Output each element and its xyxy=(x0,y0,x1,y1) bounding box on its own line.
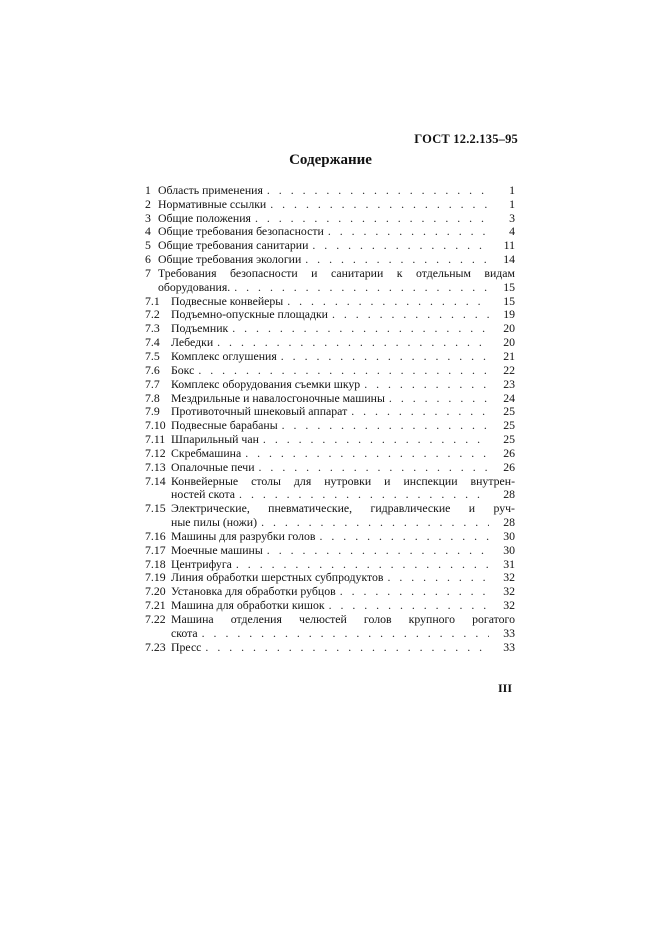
toc-entry-page: 20 xyxy=(503,321,515,336)
toc-entry-title: Конвейерные столы для нутровки и инспекции внутрен- xyxy=(171,473,515,488)
toc-entry-title-continuation: скота xyxy=(171,625,198,640)
toc-entry-page: 33 xyxy=(503,625,515,640)
toc-entry-page: 21 xyxy=(503,348,515,363)
toc-entry-page: 19 xyxy=(503,307,515,322)
toc-entry-title: Подвесные барабаны xyxy=(171,418,278,433)
toc-entry-number: 7.11 xyxy=(145,432,166,447)
toc-leader-dots xyxy=(263,432,489,447)
toc-entry-number: 7 xyxy=(145,265,151,280)
toc-entry-page: 33 xyxy=(503,639,515,654)
toc-entry-number: 7.22 xyxy=(145,612,166,626)
toc-entry-title: Центрифуга xyxy=(171,556,232,571)
toc-entry-page: 15 xyxy=(503,293,515,308)
toc-entry-number: 7.19 xyxy=(145,570,166,585)
toc-entry-title: Область применения xyxy=(158,182,263,197)
toc-entry-page: 15 xyxy=(503,279,515,294)
toc-entry-number: 7.4 xyxy=(145,335,160,350)
toc-leader-dots xyxy=(340,584,489,599)
toc-entry-page: 14 xyxy=(503,252,515,267)
toc-entry-number: 7.12 xyxy=(145,445,166,460)
toc-entry-page: 23 xyxy=(503,376,515,391)
toc-entry-title: Скребмашина xyxy=(171,445,242,460)
toc-entry-title: Противоточный шнековый аппарат xyxy=(171,404,348,419)
toc-entry-number: 7.6 xyxy=(145,362,160,377)
toc-entry-number: 7.16 xyxy=(145,528,166,543)
toc-leader-dots xyxy=(202,626,489,641)
toc-entry-number: 2 xyxy=(145,196,151,211)
toc-entry-title: Нормативные ссылки xyxy=(158,196,267,211)
toc-entry-number: 7.15 xyxy=(145,501,166,516)
toc-entry-page: 32 xyxy=(503,598,515,613)
toc-entry-title-continuation: оборудования. xyxy=(158,279,231,294)
table-of-contents xyxy=(145,184,515,655)
toc-entry-page: 25 xyxy=(503,432,515,447)
toc-leader-dots xyxy=(267,183,489,198)
document-code: ГОСТ 12.2.135–95 xyxy=(414,132,518,146)
toc-leader-dots xyxy=(236,557,489,572)
toc-entry-title: Подвесные конвейеры xyxy=(171,293,284,308)
toc-entry-page: 32 xyxy=(503,570,515,585)
toc-entry xyxy=(145,641,515,655)
toc-leader-dots xyxy=(267,543,489,558)
toc-entry-title-continuation: ностей скота xyxy=(171,487,236,502)
toc-entry-title: Моечные машины xyxy=(171,542,263,557)
toc-leader-dots xyxy=(261,515,489,530)
toc-leader-dots xyxy=(389,391,489,406)
toc-leader-dots xyxy=(270,197,489,212)
toc-entry-title: Электрические, пневматические, гидравлические и руч- xyxy=(171,501,515,516)
toc-entry-number: 5 xyxy=(145,238,151,253)
toc-entry-page: 30 xyxy=(503,542,515,557)
toc-entry-title: Лебедки xyxy=(171,335,214,350)
toc-entry-page: 25 xyxy=(503,404,515,419)
toc-entry-number: 7.1 xyxy=(145,293,160,308)
toc-entry-title: Комплекс оборудования съемки шкур xyxy=(171,376,361,391)
toc-leader-dots xyxy=(217,335,489,350)
toc-entry-number: 7.21 xyxy=(145,598,166,613)
toc-entry-page: 1 xyxy=(509,182,515,197)
toc-entry-number: 7.17 xyxy=(145,542,166,557)
toc-entry-title: Общие требования санитарии xyxy=(158,238,309,253)
toc-entry-number: 7.7 xyxy=(145,376,160,391)
toc-entry-number: 7.3 xyxy=(145,321,160,336)
toc-entry-page: 11 xyxy=(503,238,515,253)
toc-entry-page: 24 xyxy=(503,390,515,405)
toc-leader-dots xyxy=(364,377,489,392)
toc-entry-number: 7.9 xyxy=(145,404,160,419)
toc-leader-dots xyxy=(332,307,489,322)
toc-leader-dots xyxy=(255,211,489,226)
toc-entry-title: Шпарильный чан xyxy=(171,432,259,447)
toc-heading: Содержание xyxy=(289,152,372,168)
toc-entry-title: Общие требования экологии xyxy=(158,252,302,267)
toc-entry-page: 1 xyxy=(509,196,515,211)
toc-entry-number: 7.13 xyxy=(145,459,166,474)
toc-entry-number: 7.2 xyxy=(145,307,160,322)
toc-leader-dots xyxy=(232,321,489,336)
toc-entry-title: Опалочные печи xyxy=(171,459,255,474)
toc-leader-dots xyxy=(245,446,489,461)
toc-entry-title: Бокс xyxy=(171,362,195,377)
toc-entry-number: 6 xyxy=(145,252,151,267)
toc-entry-title: Общие требования безопасности xyxy=(158,224,324,239)
toc-leader-dots xyxy=(234,280,489,295)
toc-entry-title: Требования безопасности и санитарии к отдельным видам xyxy=(158,265,515,280)
toc-entry-page: 28 xyxy=(503,515,515,530)
toc-entry-page: 32 xyxy=(503,584,515,599)
toc-entry-number: 7.23 xyxy=(145,639,166,654)
toc-leader-dots xyxy=(239,487,489,502)
toc-entry-number: 7.10 xyxy=(145,418,166,433)
toc-entry-title: Комплекс оглушения xyxy=(171,348,277,363)
toc-entry-number: 7.5 xyxy=(145,348,160,363)
toc-leader-dots xyxy=(198,363,489,378)
toc-entry-page: 25 xyxy=(503,418,515,433)
toc-entry-page: 22 xyxy=(503,362,515,377)
toc-entry-number: 3 xyxy=(145,210,151,225)
toc-entry-page: 30 xyxy=(503,528,515,543)
toc-entry-title: Установка для обработки рубцов xyxy=(171,584,336,599)
toc-entry-title: Мездрильные и навалосгоночные машины xyxy=(171,390,385,405)
toc-entry-number: 7.18 xyxy=(145,556,166,571)
toc-entry-number: 4 xyxy=(145,224,151,239)
toc-leader-dots xyxy=(305,252,489,267)
toc-leader-dots xyxy=(351,404,489,419)
toc-entry-title: Линия обработки шерстных субпродуктов xyxy=(171,570,384,585)
toc-entry-page: 28 xyxy=(503,487,515,502)
toc-entry-number: 7.14 xyxy=(145,473,166,488)
toc-entry-title: Машина для обработки кишок xyxy=(171,598,325,613)
toc-entry-number: 7.8 xyxy=(145,390,160,405)
toc-entry-title: Подъемно-опускные площадки xyxy=(171,307,328,322)
toc-entry-page: 26 xyxy=(503,445,515,460)
page-number: III xyxy=(498,681,513,695)
toc-entry-title: Общие положения xyxy=(158,210,251,225)
toc-entry-page: 3 xyxy=(509,210,515,225)
toc-entry-title-continuation: ные пилы (ножи) xyxy=(171,515,258,530)
toc-leader-dots xyxy=(312,238,489,253)
toc-entry-page: 4 xyxy=(509,224,515,239)
toc-leader-dots xyxy=(387,570,489,585)
toc-leader-dots xyxy=(205,640,489,655)
toc-entry-title: Машины для разрубки голов xyxy=(171,528,316,543)
toc-entry-page: 26 xyxy=(503,459,515,474)
toc-leader-dots xyxy=(287,294,489,309)
toc-entry-title: Машина отделения челюстей голов крупного рогатого xyxy=(171,612,515,626)
toc-entry-page: 31 xyxy=(503,556,515,571)
toc-entry-number: 1 xyxy=(145,182,151,197)
toc-entry-number: 7.20 xyxy=(145,584,166,599)
toc-leader-dots xyxy=(281,349,489,364)
toc-entry-title: Пресс xyxy=(171,639,202,654)
toc-entry-title: Подъемник xyxy=(171,321,229,336)
toc-leader-dots xyxy=(328,224,489,239)
toc-entry-page: 20 xyxy=(503,335,515,350)
toc-leader-dots xyxy=(320,529,490,544)
toc-leader-dots xyxy=(329,598,489,613)
toc-leader-dots xyxy=(259,460,489,475)
toc-leader-dots xyxy=(282,418,489,433)
